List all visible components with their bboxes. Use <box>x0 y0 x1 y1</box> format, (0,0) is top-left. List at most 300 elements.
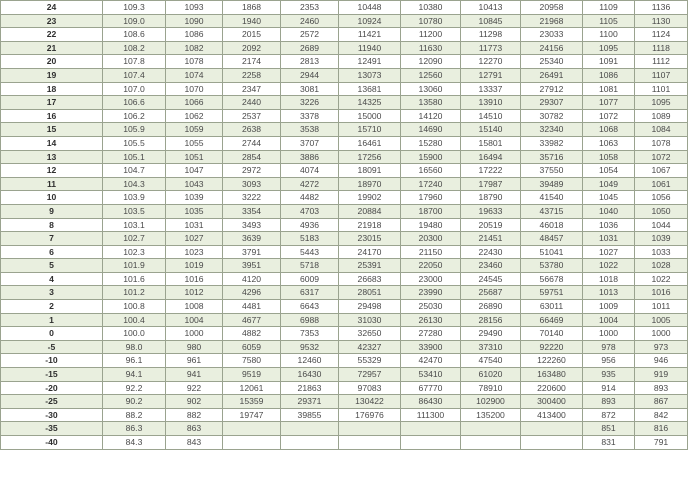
table-row <box>1 381 688 395</box>
table-cell: 3707 <box>281 136 339 150</box>
table-cell: 1027 <box>166 232 223 246</box>
table-cell: 48457 <box>521 232 583 246</box>
table-cell: 1016 <box>166 272 223 286</box>
table-cell: 53410 <box>401 368 461 382</box>
table-cell: 25687 <box>461 286 521 300</box>
table-cell: 1004 <box>166 313 223 327</box>
table-cell: 1000 <box>635 327 688 341</box>
table-cell: 12090 <box>401 55 461 69</box>
table-cell: 21451 <box>461 232 521 246</box>
table-cell: 220600 <box>521 381 583 395</box>
table-cell: 59751 <box>521 286 583 300</box>
table-cell: 176976 <box>339 408 401 422</box>
row-key-cell: 7 <box>1 232 103 246</box>
row-key-cell: 13 <box>1 150 103 164</box>
table-row <box>1 300 688 314</box>
table-cell: 18091 <box>339 164 401 178</box>
table-cell: 101.2 <box>103 286 166 300</box>
table-cell: 46018 <box>521 218 583 232</box>
table-cell: 2347 <box>223 82 281 96</box>
table-cell: 101.6 <box>103 272 166 286</box>
table-cell: 86430 <box>401 395 461 409</box>
table-cell: 1043 <box>166 177 223 191</box>
table-cell: 893 <box>583 395 635 409</box>
row-key-cell: -35 <box>1 422 103 436</box>
table-cell: 3081 <box>281 82 339 96</box>
table-cell: 16430 <box>281 368 339 382</box>
table-row <box>1 191 688 205</box>
table-cell: 3093 <box>223 177 281 191</box>
table-cell: 97083 <box>339 381 401 395</box>
table-cell: 978 <box>583 340 635 354</box>
table-cell: 10380 <box>401 1 461 15</box>
table-cell: 14690 <box>401 123 461 137</box>
table-cell: 26491 <box>521 68 583 82</box>
table-cell: 19747 <box>223 408 281 422</box>
table-cell: 1072 <box>635 150 688 164</box>
table-cell: 102.3 <box>103 245 166 259</box>
table-cell: 816 <box>635 422 688 436</box>
table-cell: 9519 <box>223 368 281 382</box>
table-cell: 25391 <box>339 259 401 273</box>
table-cell: 1039 <box>635 232 688 246</box>
table-cell: 19902 <box>339 191 401 205</box>
table-cell: 1008 <box>166 300 223 314</box>
table-cell: 1107 <box>635 68 688 82</box>
table-cell: 2813 <box>281 55 339 69</box>
table-cell: 102.7 <box>103 232 166 246</box>
table-cell: 2174 <box>223 55 281 69</box>
table-cell: 1051 <box>166 150 223 164</box>
table-cell: 1000 <box>583 327 635 341</box>
row-key-cell: -20 <box>1 381 103 395</box>
table-cell: 37310 <box>461 340 521 354</box>
table-cell: 43715 <box>521 204 583 218</box>
table-cell: 109.0 <box>103 14 166 28</box>
table-cell: 10448 <box>339 1 401 15</box>
table-cell: 24545 <box>461 272 521 286</box>
row-key-cell: 19 <box>1 68 103 82</box>
table-row <box>1 340 688 354</box>
table-cell: 28051 <box>339 286 401 300</box>
table-cell: 1054 <box>583 164 635 178</box>
table-cell: 29307 <box>521 96 583 110</box>
table-cell: 47540 <box>461 354 521 368</box>
table-cell: 103.5 <box>103 204 166 218</box>
table-cell: 3354 <box>223 204 281 218</box>
table-row <box>1 422 688 436</box>
table-cell: 11200 <box>401 28 461 42</box>
table-cell: 882 <box>166 408 223 422</box>
table-cell: 23990 <box>401 286 461 300</box>
table-cell: 842 <box>635 408 688 422</box>
table-cell <box>281 436 339 450</box>
table-cell: 33982 <box>521 136 583 150</box>
table-cell: 103.9 <box>103 191 166 205</box>
table-cell: 63011 <box>521 300 583 314</box>
table-cell: 15900 <box>401 150 461 164</box>
table-cell: 1089 <box>635 109 688 123</box>
table-cell: 100.8 <box>103 300 166 314</box>
table-cell: 56678 <box>521 272 583 286</box>
table-cell: 1084 <box>635 123 688 137</box>
table-cell: 100.4 <box>103 313 166 327</box>
table-cell: 1023 <box>166 245 223 259</box>
table-cell: 973 <box>635 340 688 354</box>
table-cell: 1022 <box>635 272 688 286</box>
table-cell: 956 <box>583 354 635 368</box>
table-cell: 1013 <box>583 286 635 300</box>
table-cell: 4272 <box>281 177 339 191</box>
table-cell: 1090 <box>166 14 223 28</box>
table-cell: 413400 <box>521 408 583 422</box>
table-cell: 12791 <box>461 68 521 82</box>
table-cell: 2015 <box>223 28 281 42</box>
table-cell: 15710 <box>339 123 401 137</box>
table-cell: 135200 <box>461 408 521 422</box>
table-row <box>1 286 688 300</box>
row-key-cell: 4 <box>1 272 103 286</box>
table-cell: 1019 <box>166 259 223 273</box>
table-row <box>1 177 688 191</box>
table-cell: 14120 <box>401 109 461 123</box>
table-cell: 27912 <box>521 82 583 96</box>
table-cell: 23460 <box>461 259 521 273</box>
table-cell: 6009 <box>281 272 339 286</box>
table-cell <box>281 422 339 436</box>
table-cell: 4677 <box>223 313 281 327</box>
table-cell: 13073 <box>339 68 401 82</box>
table-cell: 11773 <box>461 41 521 55</box>
table-cell: 2353 <box>281 1 339 15</box>
table-cell: 1091 <box>583 55 635 69</box>
row-key-cell: -25 <box>1 395 103 409</box>
table-row <box>1 164 688 178</box>
table-cell: 831 <box>583 436 635 450</box>
row-key-cell: -15 <box>1 368 103 382</box>
table-cell: 19480 <box>401 218 461 232</box>
table-cell: 66469 <box>521 313 583 327</box>
table-cell: 130422 <box>339 395 401 409</box>
table-cell: 102900 <box>461 395 521 409</box>
table-row <box>1 123 688 137</box>
row-key-cell: 5 <box>1 259 103 273</box>
row-key-cell: 2 <box>1 300 103 314</box>
table-cell: 20519 <box>461 218 521 232</box>
table-cell: 13337 <box>461 82 521 96</box>
table-cell: 1022 <box>583 259 635 273</box>
row-key-cell: 8 <box>1 218 103 232</box>
table-cell <box>401 436 461 450</box>
table-cell: 4120 <box>223 272 281 286</box>
table-cell: 42327 <box>339 340 401 354</box>
table-cell: 25340 <box>521 55 583 69</box>
table-cell: 21150 <box>401 245 461 259</box>
table-cell: 2689 <box>281 41 339 55</box>
table-cell: 1044 <box>635 218 688 232</box>
table-cell <box>521 436 583 450</box>
table-cell: 90.2 <box>103 395 166 409</box>
table-cell: 1868 <box>223 1 281 15</box>
table-cell: 3538 <box>281 123 339 137</box>
table-cell: 1000 <box>166 327 223 341</box>
table-cell: 1067 <box>635 164 688 178</box>
table-cell: 1031 <box>166 218 223 232</box>
table-cell: 15280 <box>401 136 461 150</box>
table-cell: 107.0 <box>103 82 166 96</box>
table-cell: 39489 <box>521 177 583 191</box>
table-cell: 867 <box>635 395 688 409</box>
table-cell <box>339 436 401 450</box>
table-cell: 6988 <box>281 313 339 327</box>
table-cell: 1028 <box>635 259 688 273</box>
table-cell: 1031 <box>583 232 635 246</box>
table-body <box>1 1 688 450</box>
table-cell: 32340 <box>521 123 583 137</box>
table-cell: 30782 <box>521 109 583 123</box>
table-cell: 1040 <box>583 204 635 218</box>
table-cell: 1081 <box>583 82 635 96</box>
table-cell <box>223 422 281 436</box>
table-cell: 26130 <box>401 313 461 327</box>
table-cell: 1012 <box>166 286 223 300</box>
table-cell <box>401 422 461 436</box>
row-key-cell: 16 <box>1 109 103 123</box>
table-cell: 35716 <box>521 150 583 164</box>
table-cell: 23033 <box>521 28 583 42</box>
table-cell: 29490 <box>461 327 521 341</box>
table-row <box>1 41 688 55</box>
table-cell: 10780 <box>401 14 461 28</box>
table-cell: 32650 <box>339 327 401 341</box>
table-row <box>1 109 688 123</box>
table-cell: 163480 <box>521 368 583 382</box>
table-cell: 3222 <box>223 191 281 205</box>
table-cell: 106.6 <box>103 96 166 110</box>
table-cell: 7580 <box>223 354 281 368</box>
table-cell: 14325 <box>339 96 401 110</box>
table-cell: 1005 <box>635 313 688 327</box>
table-row <box>1 96 688 110</box>
table-cell: 5718 <box>281 259 339 273</box>
table-cell: 1095 <box>635 96 688 110</box>
table-row <box>1 1 688 15</box>
table-cell: 9532 <box>281 340 339 354</box>
table-cell: 1136 <box>635 1 688 15</box>
table-cell: 4936 <box>281 218 339 232</box>
table-cell: 41540 <box>521 191 583 205</box>
table-cell: 18970 <box>339 177 401 191</box>
table-cell: 4296 <box>223 286 281 300</box>
table-cell: 12491 <box>339 55 401 69</box>
table-row <box>1 245 688 259</box>
table-cell: 19633 <box>461 204 521 218</box>
table-cell: 16461 <box>339 136 401 150</box>
table-row <box>1 204 688 218</box>
table-row <box>1 395 688 409</box>
table-cell <box>339 422 401 436</box>
table-row <box>1 28 688 42</box>
table-cell: 1016 <box>635 286 688 300</box>
table-cell: 18790 <box>461 191 521 205</box>
table-cell: 3951 <box>223 259 281 273</box>
table-cell: 1105 <box>583 14 635 28</box>
row-key-cell: -5 <box>1 340 103 354</box>
table-cell: 25030 <box>401 300 461 314</box>
table-cell: 11298 <box>461 28 521 42</box>
table-cell: 106.2 <box>103 109 166 123</box>
table-cell: 1100 <box>583 28 635 42</box>
table-row <box>1 68 688 82</box>
table-cell: 1004 <box>583 313 635 327</box>
row-key-cell: 11 <box>1 177 103 191</box>
table-cell: 4481 <box>223 300 281 314</box>
table-cell: 3886 <box>281 150 339 164</box>
table-cell: 2638 <box>223 123 281 137</box>
table-cell: 1070 <box>166 82 223 96</box>
table-row <box>1 232 688 246</box>
table-cell: 105.5 <box>103 136 166 150</box>
table-cell: 12061 <box>223 381 281 395</box>
table-row <box>1 327 688 341</box>
table-cell: 24170 <box>339 245 401 259</box>
table-cell: 300400 <box>521 395 583 409</box>
table-cell: 4482 <box>281 191 339 205</box>
table-cell: 2258 <box>223 68 281 82</box>
table-cell: 1086 <box>583 68 635 82</box>
table-row <box>1 368 688 382</box>
table-cell: 1940 <box>223 14 281 28</box>
table-cell: 1086 <box>166 28 223 42</box>
table-cell: 101.9 <box>103 259 166 273</box>
row-key-cell: -40 <box>1 436 103 450</box>
table-cell: 1109 <box>583 1 635 15</box>
table-cell: 29371 <box>281 395 339 409</box>
table-cell: 1049 <box>583 177 635 191</box>
table-cell: 1068 <box>583 123 635 137</box>
table-cell: 11940 <box>339 41 401 55</box>
table-cell: 3226 <box>281 96 339 110</box>
table-cell: 51041 <box>521 245 583 259</box>
table-cell: 961 <box>166 354 223 368</box>
table-cell: 1009 <box>583 300 635 314</box>
table-cell: 104.3 <box>103 177 166 191</box>
table-cell: 53780 <box>521 259 583 273</box>
table-cell: 1078 <box>635 136 688 150</box>
row-key-cell: 12 <box>1 164 103 178</box>
table-cell: 20300 <box>401 232 461 246</box>
table-cell: 29498 <box>339 300 401 314</box>
table-cell: 70140 <box>521 327 583 341</box>
table-cell: 24156 <box>521 41 583 55</box>
table-cell: 5443 <box>281 245 339 259</box>
table-cell: 2537 <box>223 109 281 123</box>
table-cell: 1061 <box>635 177 688 191</box>
table-cell: 23015 <box>339 232 401 246</box>
table-cell: 92.2 <box>103 381 166 395</box>
table-cell: 88.2 <box>103 408 166 422</box>
table-cell: 21968 <box>521 14 583 28</box>
table-cell: 1045 <box>583 191 635 205</box>
table-cell: 1093 <box>166 1 223 15</box>
table-cell <box>521 422 583 436</box>
table-cell: 2854 <box>223 150 281 164</box>
table-cell: 863 <box>166 422 223 436</box>
table-cell: 1095 <box>583 41 635 55</box>
table-cell: 851 <box>583 422 635 436</box>
row-key-cell: 14 <box>1 136 103 150</box>
table-cell <box>223 436 281 450</box>
table-cell: 39855 <box>281 408 339 422</box>
row-key-cell: -10 <box>1 354 103 368</box>
table-cell: 13060 <box>401 82 461 96</box>
table-cell: 1039 <box>166 191 223 205</box>
table-cell: 3378 <box>281 109 339 123</box>
table-cell: 26890 <box>461 300 521 314</box>
table-cell: 13910 <box>461 96 521 110</box>
table-cell: 122260 <box>521 354 583 368</box>
table-cell: 893 <box>635 381 688 395</box>
table-cell: 12460 <box>281 354 339 368</box>
table-row <box>1 436 688 450</box>
table-cell: 1050 <box>635 204 688 218</box>
table-cell: 10924 <box>339 14 401 28</box>
table-cell: 42470 <box>401 354 461 368</box>
table-cell: 107.8 <box>103 55 166 69</box>
table-cell: 2572 <box>281 28 339 42</box>
table-cell: 2460 <box>281 14 339 28</box>
table-cell: 107.4 <box>103 68 166 82</box>
table-cell: 791 <box>635 436 688 450</box>
table-cell: 1058 <box>583 150 635 164</box>
table-cell: 28156 <box>461 313 521 327</box>
table-cell: 1078 <box>166 55 223 69</box>
table-cell: 84.3 <box>103 436 166 450</box>
table-cell: 1036 <box>583 218 635 232</box>
table-cell: 935 <box>583 368 635 382</box>
table-cell: 872 <box>583 408 635 422</box>
row-key-cell: -30 <box>1 408 103 422</box>
row-key-cell: 3 <box>1 286 103 300</box>
table-cell: 1035 <box>166 204 223 218</box>
table-cell: 914 <box>583 381 635 395</box>
row-key-cell: 24 <box>1 1 103 15</box>
table-cell: 20958 <box>521 1 583 15</box>
table-cell: 17240 <box>401 177 461 191</box>
table-cell: 103.1 <box>103 218 166 232</box>
table-row <box>1 82 688 96</box>
table-cell: 1063 <box>583 136 635 150</box>
table-row <box>1 14 688 28</box>
table-cell: 1074 <box>166 68 223 82</box>
table-cell: 1066 <box>166 96 223 110</box>
table-cell: 6317 <box>281 286 339 300</box>
table-cell: 109.3 <box>103 1 166 15</box>
table-cell: 1055 <box>166 136 223 150</box>
table-cell: 33900 <box>401 340 461 354</box>
table-cell: 92220 <box>521 340 583 354</box>
table-cell: 17960 <box>401 191 461 205</box>
table-cell: 1027 <box>583 245 635 259</box>
table-cell: 86.3 <box>103 422 166 436</box>
table-cell: 17256 <box>339 150 401 164</box>
table-cell: 1118 <box>635 41 688 55</box>
table-cell: 2944 <box>281 68 339 82</box>
table-cell: 16494 <box>461 150 521 164</box>
table-cell: 111300 <box>401 408 461 422</box>
table-cell: 105.1 <box>103 150 166 164</box>
table-cell: 2092 <box>223 41 281 55</box>
